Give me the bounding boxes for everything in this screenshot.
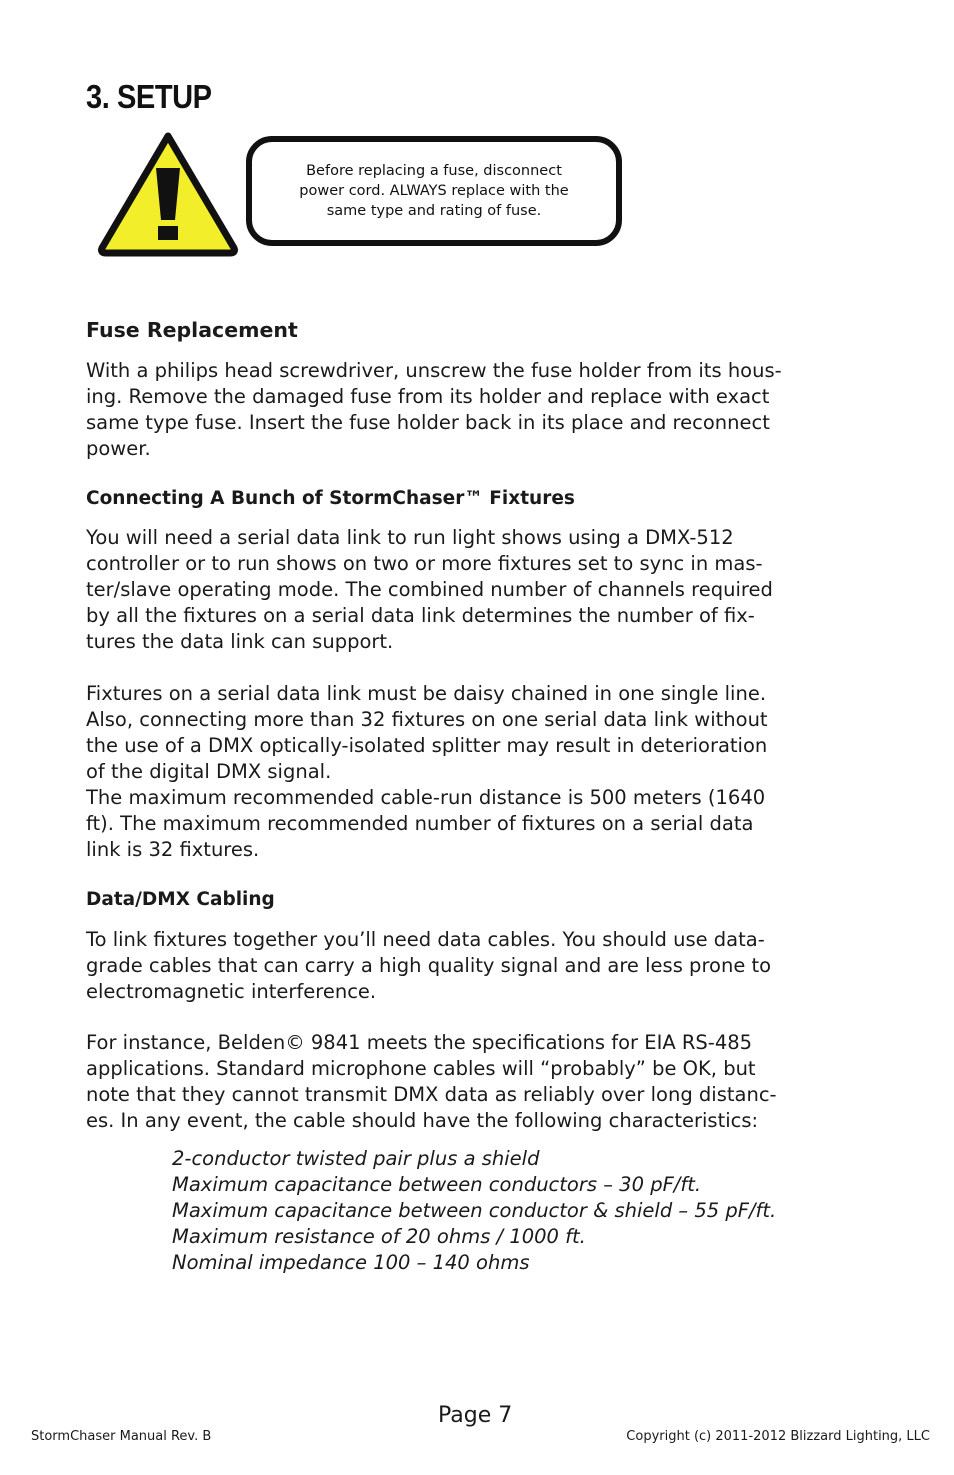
text-line: ter/slave operating mode. The combined number of channels required: [86, 578, 773, 601]
connecting-paragraph-2: [86, 681, 886, 863]
warning-line: Before replacing a fuse, disconnect: [306, 163, 562, 179]
text-line: ing. Remove the damaged fuse from its holder and replace with exact: [86, 385, 770, 408]
warning-line: same type and rating of fuse.: [326, 203, 542, 219]
text-line: electromagnetic interference.: [86, 980, 377, 1003]
spec-item: Nominal impedance 100 – 140 ohms: [172, 1251, 530, 1274]
connecting-fixtures-heading: Connecting A Bunch of StormChaser™ Fixtures: [86, 488, 575, 509]
text-line: es. In any event, the cable should have the following characteristics:: [86, 1109, 759, 1132]
dmx-cabling-heading: Data/DMX Cabling: [86, 889, 275, 910]
text-line: With a philips head screwdriver, unscrew the fuse holder from its hous-: [86, 359, 782, 382]
text-line: ft). The maximum recommended number of fixtures on a serial data: [86, 812, 754, 835]
spec-item: Maximum resistance of 20 ohms / 1000 ft.: [172, 1225, 586, 1248]
warning-callout: [246, 136, 622, 246]
text-line: same type fuse. Insert the fuse holder back in its place and reconnect: [86, 411, 770, 434]
spec-item: Maximum capacitance between conductors – 30 pF/ft.: [172, 1173, 702, 1196]
text-line: tures the data link can support.: [86, 630, 394, 653]
text-line: For instance, Belden© 9841 meets the specifications for EIA RS-485: [86, 1031, 753, 1054]
footer-copyright: Copyright (c) 2011-2012 Blizzard Lighting, LLC: [626, 1429, 930, 1444]
connecting-paragraph-1: [86, 525, 886, 655]
text-line: by all the fixtures on a serial data link determines the number of fix-: [86, 604, 755, 627]
warning-triangle-icon: [96, 130, 240, 258]
text-line: controller or to run shows on two or more fixtures set to sync in mas-: [86, 552, 763, 575]
text-line: You will need a serial data link to run light shows using a DMX-512: [86, 526, 734, 549]
warning-line: power cord. ALWAYS replace with the: [299, 183, 569, 199]
text-line: The maximum recommended cable-run distance is 500 meters (1640: [86, 786, 766, 809]
text-line: Fixtures on a serial data link must be daisy chained in one single line.: [86, 682, 767, 705]
text-line: note that they cannot transmit DMX data as reliably over long distanc-: [86, 1083, 777, 1106]
warning-text: [264, 161, 604, 221]
cabling-paragraph-1: [86, 927, 886, 1005]
fuse-replacement-heading: Fuse Replacement: [86, 318, 298, 342]
fuse-replacement-paragraph: [86, 358, 886, 462]
cabling-paragraph-2: [86, 1030, 886, 1134]
spec-item: 2-conductor twisted pair plus a shield: [172, 1147, 540, 1170]
footer-manual-title: StormChaser Manual Rev. B: [31, 1429, 212, 1444]
text-line: power.: [86, 437, 151, 460]
text-line: Also, connecting more than 32 fixtures on one serial data link without: [86, 708, 768, 731]
section-title: 3. SETUP: [86, 78, 212, 115]
text-line: the use of a DMX optically-isolated splitter may result in deterioration: [86, 734, 768, 757]
text-line: link is 32 fixtures.: [86, 838, 260, 861]
cable-specs-list: [172, 1146, 776, 1276]
text-line: grade cables that can carry a high quality signal and are less prone to: [86, 954, 772, 977]
text-line: To link fixtures together you’ll need data cables. You should use data-: [86, 928, 765, 951]
spec-item: Maximum capacitance between conductor & shield – 55 pF/ft.: [172, 1199, 777, 1222]
page-number: Page 7: [438, 1403, 513, 1428]
text-line: applications. Standard microphone cables will “probably” be OK, but: [86, 1057, 756, 1080]
text-line: of the digital DMX signal.: [86, 760, 332, 783]
